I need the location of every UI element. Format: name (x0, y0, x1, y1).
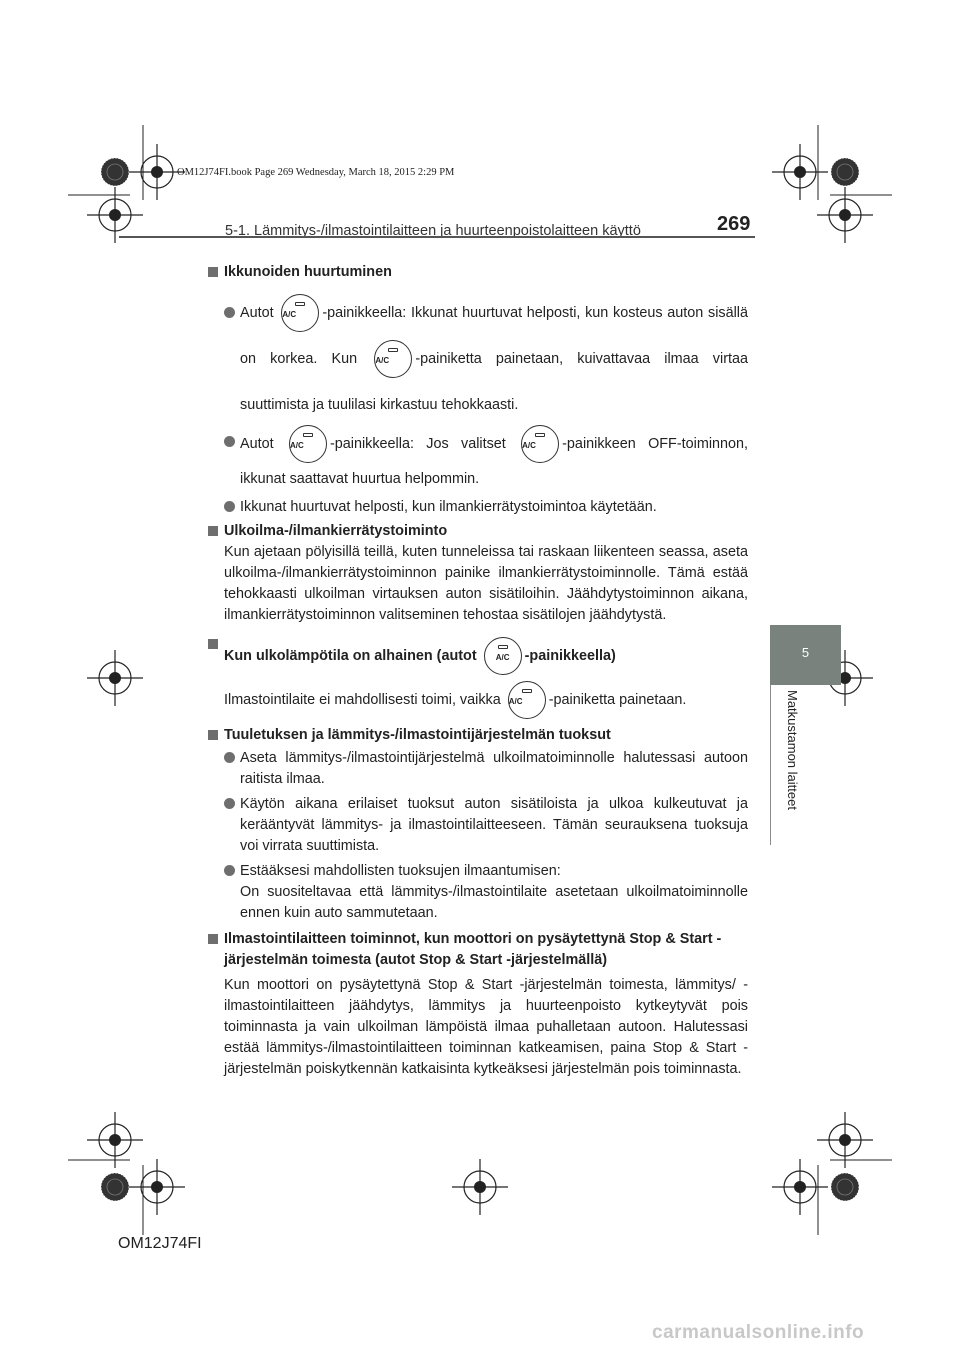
ac-button-icon: A/C (484, 637, 522, 675)
chapter-tab (770, 625, 841, 685)
color-target-icon (101, 158, 129, 186)
header-divider (119, 236, 755, 238)
print-stamp: OM12J74FI.book Page 269 Wednesday, March 18, 2015 2:29 PM (177, 167, 455, 178)
manual-code: OM12J74FI (118, 1235, 202, 1252)
watermark: carmanualsonline.info (652, 1322, 865, 1343)
heading-recirculation: Ulkoilma-/ilmankierrätystoiminto (208, 521, 748, 542)
bullet-icon (224, 436, 235, 447)
crosshair-icon (772, 1159, 828, 1215)
paragraph: Kun moottori on pysäytettynä Stop & Start -järjestelmän toimesta, lämmitys/ -ilmastointilaitteen jäähdytys, lämmitys ja huurteenpoisto kytkeytyvät pois toiminnasta ja vain ulkoilman lämpöistä ilmaa puhalletaan autoon. Halutessasi estää lämmitys-/ilmastointilaitteen toiminnan katkeamisen, paina Stop & Start -järjestelmän poiskytkennän katkaisinta kytkeäksesi järjestelmän pois toiminnasta. (224, 977, 748, 1077)
heading-fogging: Ikkunoiden huurtuminen (208, 262, 748, 283)
page-number: 269 (717, 213, 751, 235)
chapter-label: Matkustamon laitteet (785, 690, 800, 810)
heading-low-temp: Kun ulkolämpötila on alhainen (autot A/C -painikkeella) (208, 634, 748, 678)
bullet-icon (224, 501, 235, 512)
ac-button-icon: A/C (508, 681, 546, 719)
paragraph: Ilmastointilaite ei mahdollisesti toimi, vaikka A/C -painiketta painetaan. (208, 678, 748, 722)
section-title: 5-1. Lämmitys-/ilmastointilaitteen ja huurteenpoistolaitteen käyttö (225, 223, 641, 239)
page-content (208, 262, 748, 1080)
bullet-icon (224, 307, 235, 318)
list-item: Estääksesi mahdollisten tuoksujen ilmaantumisen: On suositeltavaa että lämmitys-/ilmastointilaite asetetaan ulkoilmatoiminnolle ennen kuin auto sammutetaan. (208, 861, 748, 924)
crosshair-icon (772, 144, 828, 200)
heading-stop-start: Ilmastointilaitteen toiminnot, kun moottori on pysäytettynä Stop & Start -järjestelmän toimesta (autot Stop & Start -järjestelmällä) (208, 929, 748, 971)
bullet-icon (224, 865, 235, 876)
bullet-icon (224, 752, 235, 763)
crosshair-icon (87, 650, 143, 706)
color-target-icon (101, 1173, 129, 1201)
ac-button-icon: A/C (521, 425, 559, 463)
list-item: Autot A/C -painikkeella: Ikkunat huurtuvat helposti, kun kosteus auton sisällä on korkea. Kun A/C -painiketta painetaan, kuivattavaa ilmaa virtaa suuttimista ja tuulilasi kirkastuu tehokkaasti. (208, 290, 748, 428)
chapter-number: 5 (801, 645, 810, 660)
ac-button-icon: A/C (374, 340, 412, 378)
list-item: Ikkunat huurtuvat helposti, kun ilmankierrätystoimintoa käytetään. (208, 497, 748, 518)
list-item: Aseta lämmitys-/ilmastointijärjestelmä ulkoilmatoiminnolle halutessasi autoon raitista ilmaa. (208, 748, 748, 790)
crosshair-icon (452, 1159, 508, 1215)
color-target-icon (831, 158, 859, 186)
list-item: Käytön aikana erilaiset tuoksut auton sisätiloista ja ulkoa kulkeutuvat ja kerääntyvät lämmitys- ja ilmastointilaitteeseen. Tämän seurauksena tuoksuja voi virrata suuttimista. (208, 794, 748, 857)
ac-button-icon: A/C (281, 294, 319, 332)
heading-odors: Tuuletuksen ja lämmitys-/ilmastointijärjestelmän tuoksut (208, 725, 748, 746)
paragraph: Kun ajetaan pölyisillä teillä, kuten tunneleissa tai raskaan liikenteen seassa, aseta ulkoilma-/ilmankierrätystoiminnon painike ilmankierrätystoiminnolle. Tämä estää tehokkaasti ulkoilman virtauksen auton sisätiloihin. Jäähdytystoiminnon aikana, ilmankierrätystoiminnon valitseminen tehostaa sisätilojen jäähdytystä. (224, 544, 748, 623)
side-divider (770, 685, 771, 845)
bullet-icon (224, 798, 235, 809)
crosshair-icon (129, 1159, 185, 1215)
list-item: Autot A/C -painikkeella: Jos valitset A/C -painikkeen OFF-toiminnon, ikkunat saattavat huurtua helpommin. (208, 425, 748, 495)
color-target-icon (831, 1173, 859, 1201)
ac-button-icon: A/C (289, 425, 327, 463)
